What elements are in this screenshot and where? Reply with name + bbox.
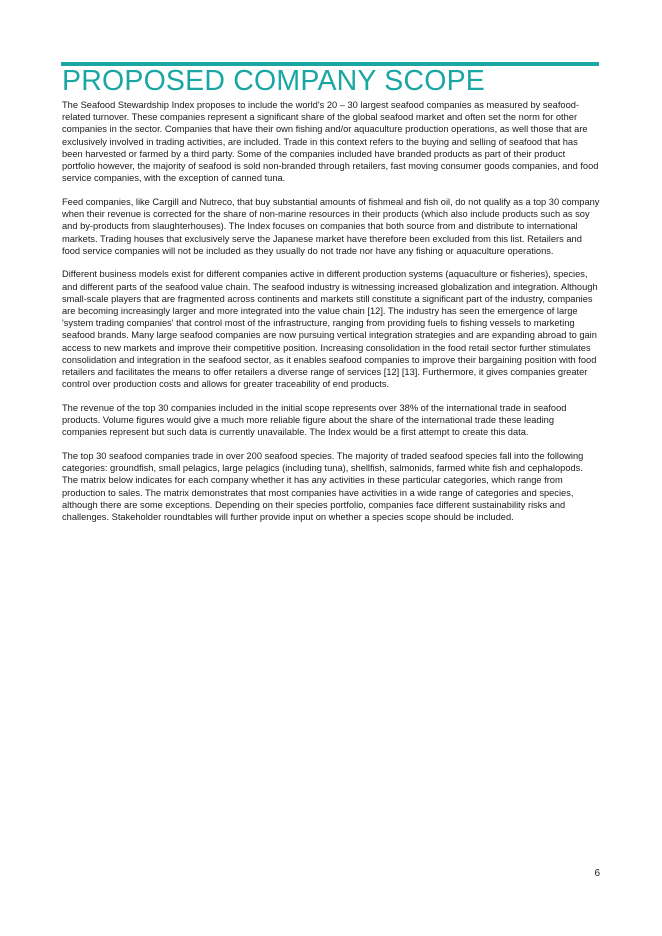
body-text (62, 99, 600, 535)
paragraph-species-scope: The top 30 seafood companies trade in over 200 seafood species. The majority of traded seafood species fall into the following categories: groundfish, small pelagics, large pelagics (including tuna), shellfish, salmonids, farmed white fish and cephalopods. The matrix below indicates for each company whether it has any activities in these particular categories, which range from production to sales. The matrix demonstrates that most companies have activities in a wide range of categories and species, although there are some exceptions. Depending on their species portfolio, companies face different sustainability risks and challenges. Stakeholder roundtables will further provide input on whether a species scope should be included. (62, 451, 584, 523)
section-heading: PROPOSED COMPANY SCOPE (62, 65, 486, 97)
paragraph-revenue-share: The revenue of the top 30 companies included in the initial scope represents over 38% of the international trade in seafood products. Volume figures would give a much more reliable figure about the share of the international trade these leading companies represent but such data is currently unavailable. The Index would be a first attempt to create this data. (62, 402, 567, 438)
paragraph-business-models: Different business models exist for different companies active in different production systems (aquaculture or fisheries), species, and different parts of the seafood value chain. The seafood industry is witnessing increased globalization and integration. Although small-scale players that are fragmented across continents and markets still constitute a significant part of the industry, companies are becoming increasingly larger and more integrated into the value chain [12]. The industry has seen the emergence of large 'system trading companies' that control most of the infrastructure, ranging from providing fuels to fishing vessels to marketing seafood brands. Many large seafood companies are now pursuing vertical integration strategies and are expanding abroad to gain access to new markets and improve their competitive position. Increasing consolidation in the food retail sector further stimulates consolidation and integration in the seafood sector, as it enables seafood companies to improve their bargaining position with food retailers and facilitates the means to offer retailers a diverse range of services [12] [13]. Furthermore, it gives companies greater control over production costs and allows for greater traceability of end products. (62, 269, 598, 390)
paragraph-feed-companies: Feed companies, like Cargill and Nutreco, that buy substantial amounts of fishmeal and fish oil, do not qualify as a top 30 company when their revenue is corrected for the share of non-marine resources in their products (which also include products such as soy and by-products from slaughterhouses). The Index focuses on companies that both source from and distribute to international markets. Trading houses that exclusively serve the Japanese market have therefore been excluded from this list. Retailers and food service companies will not be included as they usually do not trade nor have any fishing or aquaculture operations. (62, 196, 600, 256)
page-number: 6 (594, 868, 600, 879)
paragraph-scope-overview: The Seafood Stewardship Index proposes to include the world's 20 – 30 largest seafood companies as measured by seafood-related turnover. These companies represent a significant share of the global seafood market and often set the norm for other companies in the sector. Companies that have their own fishing and/or aquaculture production operations, as well those that are exclusively involved in trading activities, are included. Trade in this context refers to the buying and selling of seafood that has been harvested or farmed by a third party. Some of the companies included have branded products as part of their product portfolio however, the majority of seafood is sold non-branded through retailers, fast moving consumer goods companies, and food service companies, with the exception of canned tuna. (62, 100, 599, 184)
